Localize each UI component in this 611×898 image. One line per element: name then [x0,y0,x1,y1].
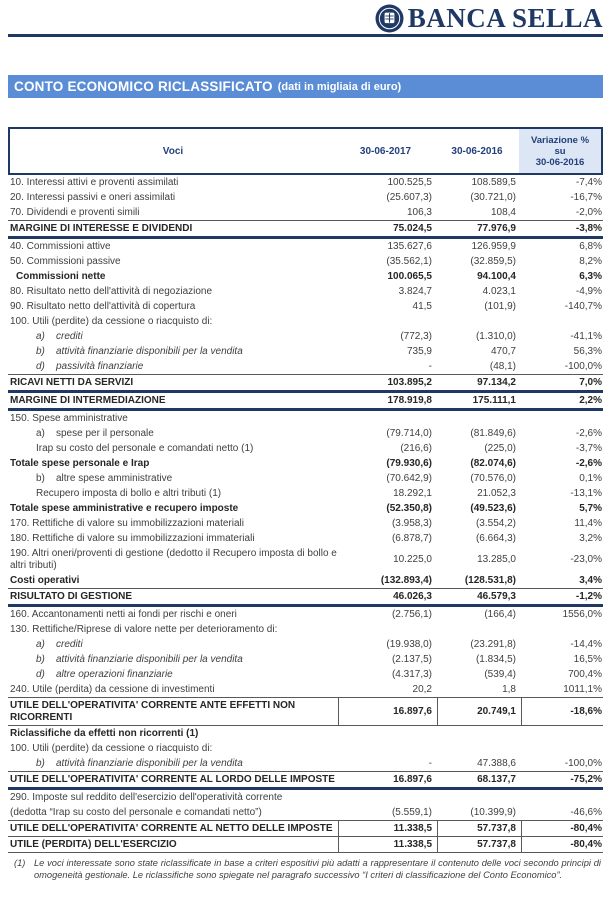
row-value-2016 [437,732,521,735]
row-label: Irap su costo del personale e comandati netto (1) [36,442,254,454]
table-row [8,837,603,853]
row-value-2016 [437,747,521,750]
row-value-var: -75,2% [570,773,602,785]
row-label-prefix: d) [36,668,45,680]
table-row [8,805,603,820]
row-value-2017: 11.338,5 [338,837,437,852]
row-value-2017: (216,6) [400,442,432,454]
row-value-var: 3,2% [579,532,602,544]
row-label: 130. Rettifiche/Riprese di valore nette per deterioramento di: [10,623,278,635]
row-label: Costi operativi [10,574,80,586]
row-value-2017: (4.317,3) [391,668,432,680]
row-value-2016: (49.523,6) [470,502,516,514]
table-row [8,254,603,269]
table-row [8,359,603,374]
row-value-var: 56,3% [573,345,602,357]
table-row [8,546,603,573]
row-label: UTILE DELL'OPERATIVITA' CORRENTE ANTE EFFETTI NON RICORRENTI [10,699,296,723]
column-header-variazione [519,129,601,173]
row-value-2016: (30.721,0) [470,191,516,203]
row-value-var: -3,8% [575,222,602,234]
row-value-var: -100,0% [564,360,602,372]
row-label: UTILE (PERDITA) DELL'ESERCIZIO [10,838,177,850]
row-value-2017: (132.893,4) [380,574,432,586]
table-row [8,771,603,790]
row-label: b) attività finanziarie disponibili per la vendita [36,653,243,665]
row-value-2017: (3.958,3) [391,517,432,529]
row-value-2016: (3.554,2) [475,517,516,529]
row-value-2017: 135.627,6 [387,240,432,252]
row-value-2016 [437,320,521,323]
row-label: Recupero imposta di bollo e altri tributi (1) [36,487,222,499]
row-label: 40. Commissioni attive [10,240,111,252]
row-label: 20. Interessi passivi e oneri assimilati [10,191,176,203]
row-value-2017: 75.024,5 [393,222,432,234]
row-label-prefix: b) [36,653,45,665]
row-value-var: -1,2% [575,590,602,602]
row-value-var: -80,4% [521,837,603,852]
table-row [8,393,603,411]
brand-name: BANCA SELLA [407,3,603,33]
table-row [8,652,603,667]
row-value-var: -46,6% [570,806,602,818]
row-value-2017: (79.930,6) [386,457,432,469]
table-row [8,741,603,756]
row-value-2016: (539,4) [484,668,516,680]
row-value-var: -2,6% [575,457,602,469]
table-row [8,329,603,344]
row-value-var: -41,1% [570,330,602,342]
row-value-var: 1556,0% [562,608,602,620]
row-value-2017: 46.026,3 [393,590,432,602]
table-row [8,190,603,205]
row-value-var: 3,4% [579,574,602,586]
row-value-2016: (1.834,5) [475,653,516,665]
row-value-2016: (6.664,3) [475,532,516,544]
footnote-marker: (1) [14,858,26,868]
row-label: 170. Rettifiche di valore su immobilizzazioni materiali [10,517,244,529]
row-label-prefix: a) [36,330,45,342]
row-value-2017: 106,3 [406,206,432,218]
table-row [8,588,603,607]
row-label: UTILE DELL'OPERATIVITA' CORRENTE AL LORDO DELLE IMPOSTE [10,773,335,785]
header-divider [8,34,603,37]
row-label: RICAVI NETTI DA SERVIZI [10,376,134,388]
row-value-var: -100,0% [564,757,602,769]
row-value-var [521,417,603,420]
table-row [8,314,603,329]
row-value-2016: 470,7 [490,345,516,357]
row-value-2017: (5.559,1) [391,806,432,818]
row-value-2017: (2.756,1) [391,608,432,620]
row-value-2016: 13.285,0 [477,553,516,565]
row-value-2016: 108.589,5 [471,176,516,188]
row-value-2017: (25.607,3) [386,191,432,203]
variazione-line2: su [554,145,566,157]
table-row [8,344,603,359]
row-label: UTILE DELL'OPERATIVITA' CORRENTE AL NETTO DELLE IMPOSTE [10,822,333,834]
table-row [8,456,603,471]
row-value-var: 6,3% [579,270,602,282]
row-value-2016: (32.859,5) [470,255,516,267]
row-label: Riclassifiche da effetti non ricorrenti (1) [10,727,199,739]
row-label: 100. Utili (perdite) da cessione o riacquisto di: [10,315,213,327]
row-value-2016: 126.959,9 [471,240,516,252]
row-value-2016: (128.531,8) [464,574,516,586]
row-value-2016: 77.976,9 [477,222,516,234]
table-row [8,697,603,726]
row-value-var: -7,4% [575,176,602,188]
row-label: a) crediti [36,330,83,342]
row-value-var: 0,1% [579,472,602,484]
row-label: Commissioni nette [16,270,106,282]
row-value-2017: (35.562,1) [386,255,432,267]
row-value-2017 [338,320,437,323]
row-value-2016: (48,1) [489,360,516,372]
row-value-var: 7,0% [579,376,602,388]
row-value-var: 2,2% [579,394,602,406]
row-value-var: 8,2% [579,255,602,267]
row-value-2016: 57.737,8 [437,837,521,852]
table-header-row [8,127,603,175]
row-label: 10. Interessi attivi e proventi assimilati [10,176,179,188]
table-row [8,637,603,652]
row-value-var [521,320,603,323]
row-value-2017: 735,9 [406,345,432,357]
row-label: a) crediti [36,638,83,650]
row-label: 240. Utile (perdita) da cessione di investimenti [10,683,215,695]
row-label: 290. Imposte sul reddito dell'esercizio dell'operatività corrente [10,791,283,803]
row-label: 80. Risultato netto dell'attività di negoziazione [10,285,213,297]
row-value-2017: - [428,757,432,769]
row-value-2016 [437,796,521,799]
table-row [8,284,603,299]
row-label: Totale spese personale e Irap [10,457,150,469]
table-row [8,726,603,741]
row-value-2017 [338,628,437,631]
row-label: 90. Risultato netto dell'attività di copertura [10,300,196,312]
row-value-var: -14,4% [570,638,602,650]
row-label: MARGINE DI INTERESSE E DIVIDENDI [10,222,193,234]
row-value-2016: (10.399,9) [470,806,516,818]
row-value-var: -16,7% [570,191,602,203]
row-label: RISULTATO DI GESTIONE [10,590,133,602]
row-label: 50. Commissioni passive [10,255,121,267]
row-value-2017: 10.225,0 [393,553,432,565]
row-label-prefix: b) [36,345,45,357]
row-label: b) altre spese amministrative [36,472,173,484]
row-value-var: -2,0% [575,206,602,218]
table-row [8,205,603,220]
row-value-2017: 16.897,6 [338,698,437,725]
row-value-2017: 100.065,5 [387,270,432,282]
income-statement-table [8,127,603,853]
table-row [8,622,603,637]
column-header-30-06-2017: 30-06-2017 [359,145,412,157]
column-header-voci: Voci [162,145,184,157]
row-value-2017: 3.824,7 [398,285,432,297]
row-value-2016: 57.737,8 [437,821,521,836]
row-value-var: 5,7% [579,502,602,514]
row-value-var: -13,1% [570,487,602,499]
row-label-prefix: d) [36,360,45,372]
row-value-var [521,732,603,735]
row-value-2016 [437,628,521,631]
table-row [8,682,603,697]
row-value-var [521,796,603,799]
row-label: 160. Accantonamenti netti ai fondi per rischi e oneri [10,608,237,620]
row-label-prefix: b) [36,472,45,484]
banca-sella-logo-icon [375,4,404,33]
table-row [8,175,603,190]
table-row [8,441,603,456]
table-row [8,531,603,546]
row-value-var [521,628,603,631]
row-label-prefix: a) [36,638,45,650]
row-value-2017: - [428,360,432,372]
page-header [8,0,603,33]
section-subtitle: (dati in migliaia di euro) [277,80,402,93]
row-value-var: 16,5% [573,653,602,665]
row-value-2016: (225,0) [484,442,516,454]
row-value-var: -3,7% [575,442,602,454]
row-value-var: -2,6% [575,427,602,439]
table-row [8,374,603,393]
brand [375,4,603,33]
row-value-2017 [338,796,437,799]
row-value-var: -23,0% [570,553,602,565]
row-value-2017: 16.897,6 [393,773,432,785]
row-value-var: 1011,1% [563,683,602,695]
row-label-prefix: b) [36,757,45,769]
table-row [8,573,603,588]
table-row [8,756,603,771]
row-label: a) spese per il personale [36,427,154,439]
table-row [8,516,603,531]
row-value-var: -80,4% [521,821,603,836]
row-label-prefix: a) [36,427,45,439]
row-value-var: 700,4% [568,668,602,680]
row-value-2017: 20,2 [412,683,432,695]
row-value-var: -18,6% [521,698,603,725]
row-label: b) attività finanziarie disponibili per la vendita [36,345,243,357]
section-title-banner [8,75,603,98]
row-value-2016: (101,9) [484,300,516,312]
table-row [8,486,603,501]
row-value-2017 [338,417,437,420]
row-value-2016: 97.134,2 [477,376,516,388]
row-value-2016: 46.579,3 [477,590,516,602]
row-label: b) attività finanziarie disponibili per la vendita [36,757,243,769]
row-value-2016: (23.291,8) [470,638,516,650]
row-value-2017: (2.137,5) [391,653,432,665]
row-value-2017: 103.895,2 [387,376,432,388]
table-row [8,411,603,426]
row-value-2017 [338,747,437,750]
row-value-2016: 47.388,6 [477,757,516,769]
row-value-2017: (70.642,9) [386,472,432,484]
column-header-30-06-2016: 30-06-2016 [451,145,503,157]
section-title: CONTO ECONOMICO RICLASSIFICATO [14,79,273,94]
row-value-2016: 94.100,4 [477,270,516,282]
variazione-line1: Variazione % [530,134,590,146]
row-value-2017: 178.919,8 [387,394,432,406]
row-value-2016: (1.310,0) [475,330,516,342]
row-value-2016: 20.749,1 [437,698,521,725]
row-value-2016: (82.074,6) [470,457,516,469]
row-value-2016: (81.849,6) [470,427,516,439]
table-body [8,175,603,853]
row-label: d) passività finanziarie [36,360,144,372]
row-value-2017: 100.525,5 [387,176,432,188]
table-row [8,220,603,239]
row-value-2016: 68.137,7 [477,773,516,785]
row-value-2017: (79.714,0) [386,427,432,439]
table-row [8,820,603,837]
row-label: 190. Altri oneri/proventi di gestione (dedotto il Recupero imposta di bollo e altri tributi) [10,547,337,571]
row-value-2017: 41,5 [412,300,432,312]
table-row [8,471,603,486]
row-value-2017: (52.350,8) [386,502,432,514]
row-value-2016: (166,4) [484,608,516,620]
row-label: 100. Utili (perdite) da cessione o riacquisto di: [10,742,213,754]
row-value-2017: (772,3) [400,330,432,342]
row-value-2016: 1,8 [502,683,516,695]
row-value-var [521,747,603,750]
row-value-var: 6,8% [579,240,602,252]
row-value-2016: 21.052,3 [477,487,516,499]
table-row [8,501,603,516]
row-value-2017: (6.878,7) [391,532,432,544]
row-value-2017: (19.938,0) [386,638,432,650]
table-row [8,299,603,314]
row-label: 180. Rettifiche di valore su immobilizzazioni immateriali [10,532,255,544]
row-value-2016: 108,4 [490,206,516,218]
footnote [8,857,603,881]
row-label: Totale spese amministrative e recupero imposte [10,502,239,514]
table-row [8,667,603,682]
table-row [8,269,603,284]
variazione-line3: 30-06-2016 [535,156,585,168]
row-label: MARGINE DI INTERMEDIAZIONE [10,394,166,406]
row-value-2017: 18.292,1 [393,487,432,499]
table-row [8,790,603,805]
row-value-2016 [437,417,521,420]
table-row [8,426,603,441]
row-value-2016: 4.023,1 [482,285,516,297]
table-row [8,239,603,254]
row-value-2016: 175.111,1 [472,394,516,406]
row-label: (dedotta “Irap su costo del personale e comandati netto”) [10,806,262,818]
row-value-2017 [338,732,437,735]
row-value-var: 11,4% [574,517,602,529]
row-value-2016: (70.576,0) [470,472,516,484]
row-label: 70. Dividendi e proventi simili [10,206,140,218]
table-row [8,607,603,622]
row-label: 150. Spese amministrative [10,412,128,424]
row-value-2017: 11.338,5 [338,821,437,836]
row-value-var: -4,9% [575,285,602,297]
row-value-var: -140,7% [564,300,602,312]
footnote-text: Le voci interessate sono state riclassificate in base a criteri espositivi più adatti a rappresentare il contenuto delle voci secondo principi di omogeneità gestionale. Le riclassifiche sono spiegate nel paragrafo successivo “I criteri di classificazione del Conto Economico”. [34,858,601,880]
row-label: d) altre operazioni finanziarie [36,668,173,680]
